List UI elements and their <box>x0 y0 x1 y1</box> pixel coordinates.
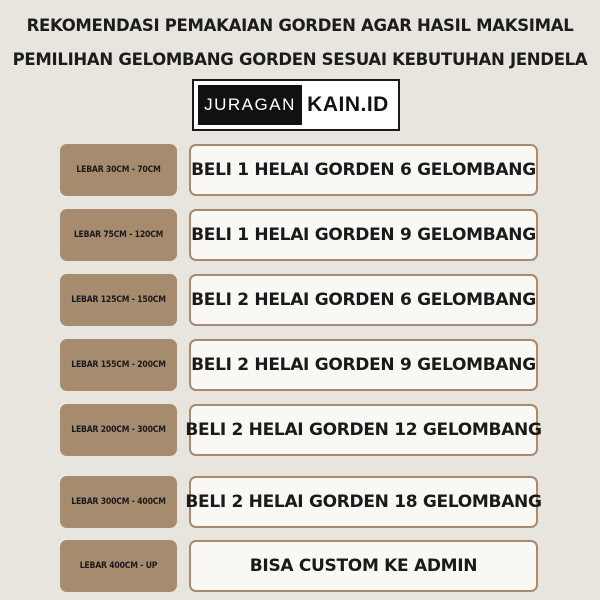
recommendation-box: BELI 1 HELAI GORDEN 9 GELOMBANG <box>189 209 538 261</box>
page-title: REKOMENDASI PEMAKAIAN GORDEN AGAR HASIL MAKSIMAL <box>26 16 574 35</box>
width-label: LEBAR 125CM - 150CM <box>60 274 177 326</box>
page-subtitle: PEMILIHAN GELOMBANG GORDEN SESUAI KEBUTUHAN JENDELA <box>12 50 588 69</box>
recommendation-box: BISA CUSTOM KE ADMIN <box>189 540 538 592</box>
brand-logo <box>192 79 400 131</box>
recommendation-box: BELI 2 HELAI GORDEN 6 GELOMBANG <box>189 274 538 326</box>
width-label: LEBAR 155CM - 200CM <box>60 339 177 391</box>
logo-right-text: KAIN.ID <box>307 93 389 116</box>
width-label: LEBAR 200CM - 300CM <box>60 404 177 456</box>
recommendation-box: BELI 2 HELAI GORDEN 12 GELOMBANG <box>189 404 538 456</box>
recommendation-box: BELI 2 HELAI GORDEN 9 GELOMBANG <box>189 339 538 391</box>
width-label: LEBAR 30CM - 70CM <box>60 144 177 196</box>
recommendation-box: BELI 1 HELAI GORDEN 6 GELOMBANG <box>189 144 538 196</box>
width-label: LEBAR 75CM - 120CM <box>60 209 177 261</box>
width-label: LEBAR 300CM - 400CM <box>60 476 177 528</box>
width-label: LEBAR 400CM - UP <box>60 540 177 592</box>
recommendation-box: BELI 2 HELAI GORDEN 18 GELOMBANG <box>189 476 538 528</box>
logo-left-text: JURAGAN <box>198 85 302 125</box>
